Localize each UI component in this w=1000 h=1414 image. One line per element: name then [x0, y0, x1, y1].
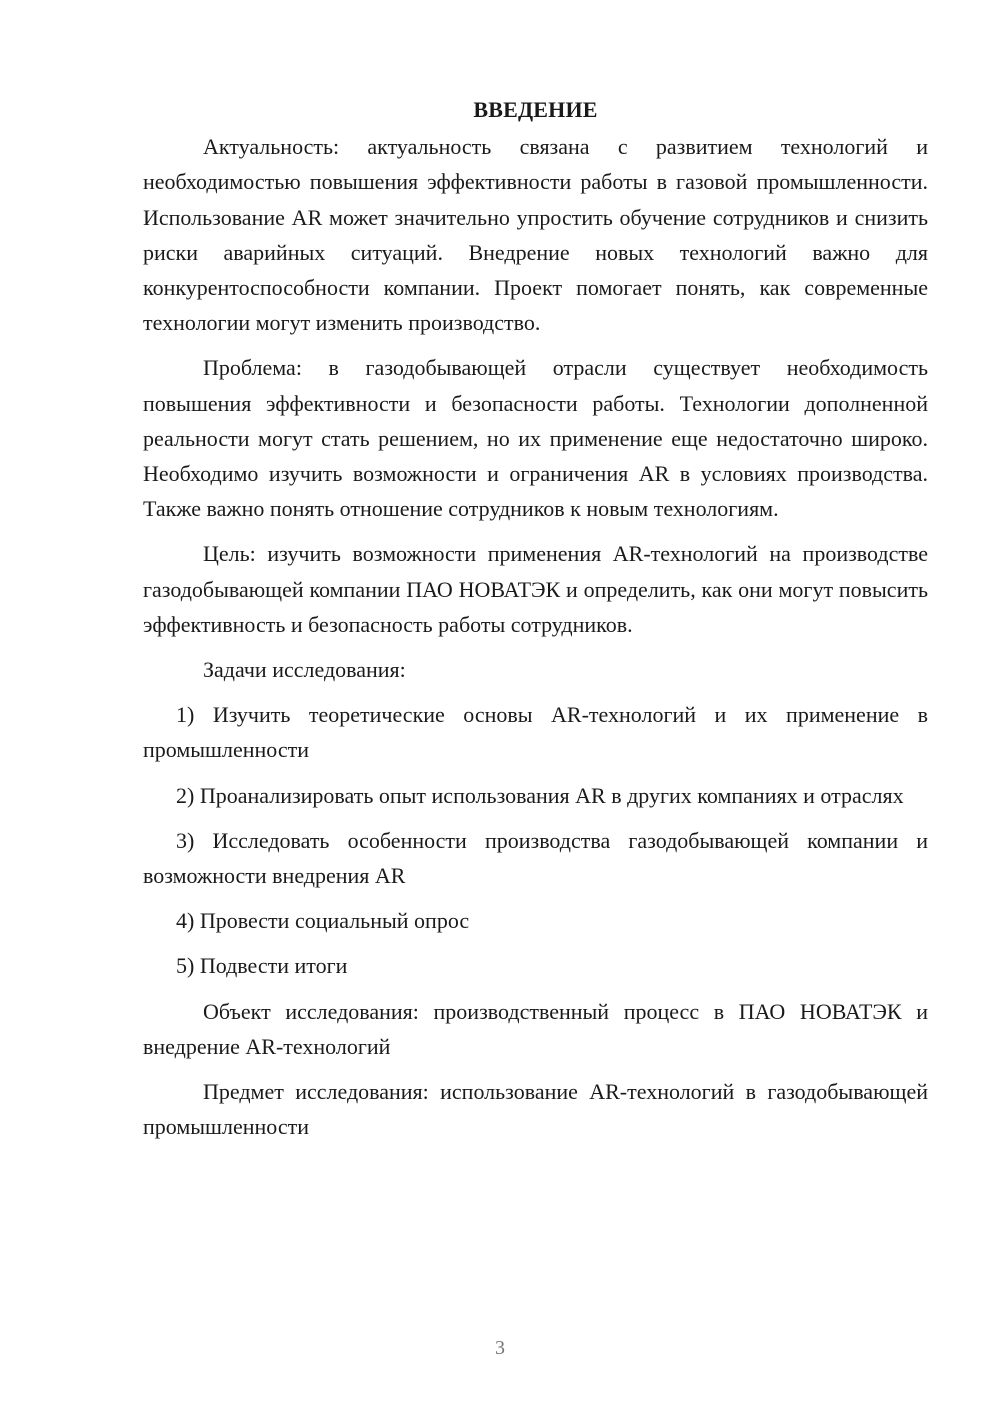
page-body	[143, 92, 928, 1144]
relevance-paragraph: Актуальность: актуальность связана с развитием технологий и необходимостью повышения эффективности работы в газовой промышленности. Использование AR может значительно упростить обучение сотрудников и снизить риски аварийных ситуаций. Внедрение новых технологий важно для конкурентоспособности компании. Проект помогает понять, как современные технологии могут изменить производство.	[143, 134, 928, 336]
section-heading: ВВЕДЕНИЕ	[473, 97, 598, 122]
goal-paragraph: Цель: изучить возможности применения AR-технологий на производстве газодобывающей компании ПАО НОВАТЭК и определить, как они могут повысить эффективность и безопасность работы сотрудников.	[143, 541, 928, 637]
task-item-3: 3) Исследовать особенности производства газодобывающей компании и возможности внедрения AR	[143, 827, 928, 889]
task-item-1: 1) Изучить теоретические основы AR-технологий и их применение в промышленности	[143, 702, 928, 763]
object-paragraph: Объект исследования: производственный процесс в ПАО НОВАТЭК и внедрение AR-технологий	[143, 998, 928, 1059]
problem-paragraph: Проблема: в газодобывающей отрасли существует необходимость повышения эффективности и безопасности работы. Технологии дополненной реальности могут стать решением, но их применение еще недостаточно широко. Необходимо изучить возможности и ограничения AR в условиях производства. Также важно понять отношение сотрудников к новым технологиям.	[143, 355, 928, 522]
task-item-5: 5) Подвести итоги	[176, 953, 348, 979]
task-item-4: 4) Провести социальный опрос	[176, 908, 470, 934]
page-number: 3	[495, 1337, 505, 1359]
tasks-label: Задачи исследования:	[203, 657, 406, 683]
subject-paragraph: Предмет исследования: использование AR-технологий в газодобывающей промышленности	[143, 1079, 928, 1140]
task-item-2: 2) Проанализировать опыт использования AR в других компаниях и отраслях	[176, 782, 904, 808]
